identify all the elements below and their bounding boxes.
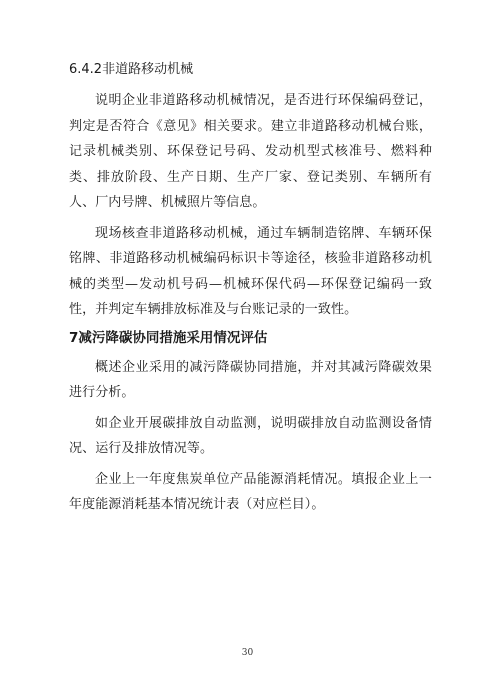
page-body <box>69 60 432 523</box>
paragraph: 如企业开展碳排放自动监测，说明碳排放自动监测设备情况、运行及排放情况等。 <box>69 415 432 456</box>
section-heading-6-4-2: 6.4.2非道路移动机械 <box>69 62 194 77</box>
paragraph: 概述企业采用的减污降碳协同措施，并对其减污降碳效果进行分析。 <box>69 359 432 400</box>
paragraph: 说明企业非道路移动机械情况，是否进行环保编码登记，判定是否符合《意见》相关要求。建立非道路移动机械台账，记录机械类别、环保登记号码、发动机型式核准号、燃料种类、排放阶段、生产日期、生产厂家、登记类别、车辆所有人、厂内号牌、机械照片等信息。 <box>69 93 432 210</box>
paragraph: 企业上一年度焦炭单位产品能源消耗情况。填报企业上一年度能源消耗基本情况统计表（对应栏目）。 <box>69 471 432 512</box>
section-heading-7: 7减污降碳协同措施采用情况评估 <box>69 329 268 346</box>
page-number: 30 <box>241 648 254 658</box>
paragraph: 现场核查非道路移动机械，通过车辆制造铭牌、车辆环保铭牌、非道路移动机械编码标识卡等途径，核验非道路移动机械的类型—发动机号码—机械环保代码—环保登记编码一致性，并判定车辆排放标准及与台账记录的一致性。 <box>69 225 432 317</box>
